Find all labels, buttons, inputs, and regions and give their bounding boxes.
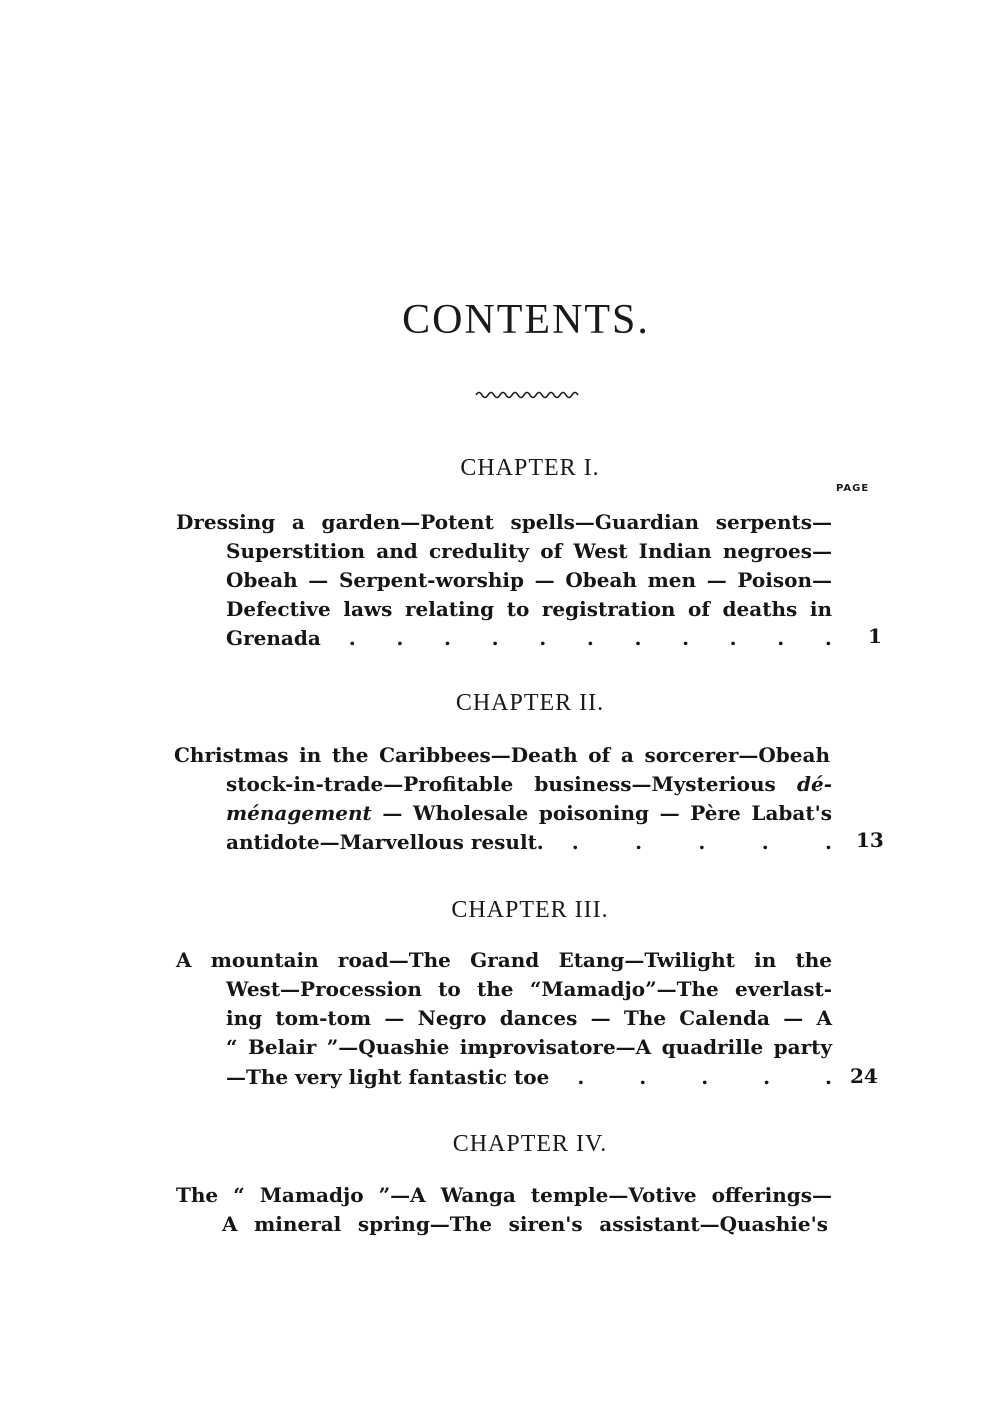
chapter-4-line: A mineral spring—The siren's assistant—Quashie's — [222, 1212, 828, 1236]
chapter-2-page-number: 13 — [856, 828, 884, 852]
chapter-1-page-number: 1 — [868, 624, 882, 648]
chapter-1-last-line — [226, 624, 832, 653]
chapter-heading-1: CHAPTER I. — [460, 455, 600, 481]
page-column-label: PAGE — [836, 483, 870, 494]
chapter-3-line: ing tom-tom — Negro dances — The Calenda — A — [226, 1006, 832, 1030]
chapter-3-line: —The very light fantastic toe — [226, 1065, 550, 1089]
dot-leader: . . . . . — [577, 1065, 832, 1089]
dot-leader: . . . . . — [571, 830, 832, 854]
chapter-2-last-line — [226, 828, 832, 857]
chapter-heading-2: CHAPTER II. — [455, 690, 605, 716]
page-title: CONTENTS. — [402, 297, 650, 343]
chapter-1-line: Dressing a garden—Potent spells—Guardian serpents— — [176, 510, 832, 534]
chapter-1-line: Grenada — [226, 626, 321, 650]
chapter-3-line: “ Belair ”—Quashie improvisatore—A quadrille party — [226, 1035, 832, 1059]
chapter-1-line: Defective laws relating to registration of deaths in — [226, 597, 832, 621]
chapter-heading-4: CHAPTER IV. — [452, 1131, 608, 1157]
chapter-1-line: Obeah — Serpent-worship — Obeah men — Poison— — [226, 568, 832, 592]
chapter-2-line: stock-in-trade—Profitable business—Mysterious dé- — [226, 772, 832, 796]
chapter-2-line: antidote—Marvellous result. — [226, 830, 544, 854]
decorative-rule — [474, 388, 582, 402]
chapter-2-line: ménagement — Wholesale poisoning — Père Labat's — [226, 801, 832, 825]
chapter-4-line: The “ Mamadjo ”—A Wanga temple—Votive offerings— — [176, 1183, 832, 1207]
chapter-3-line: A mountain road—The Grand Etang—Twilight in the — [176, 948, 832, 972]
dot-leader: . . . . . . . . . . . — [348, 626, 832, 650]
chapter-2-line: Christmas in the Caribbees—Death of a sorcerer—Obeah — [174, 743, 830, 767]
chapter-1-line: Superstition and credulity of West Indian negroes— — [226, 539, 832, 563]
chapter-3-line: West—Procession to the “Mamadjo”—The everlast- — [226, 977, 832, 1001]
chapter-3-last-line — [226, 1063, 832, 1092]
chapter-heading-3: CHAPTER III. — [451, 897, 609, 923]
chapter-3-page-number: 24 — [850, 1064, 878, 1088]
